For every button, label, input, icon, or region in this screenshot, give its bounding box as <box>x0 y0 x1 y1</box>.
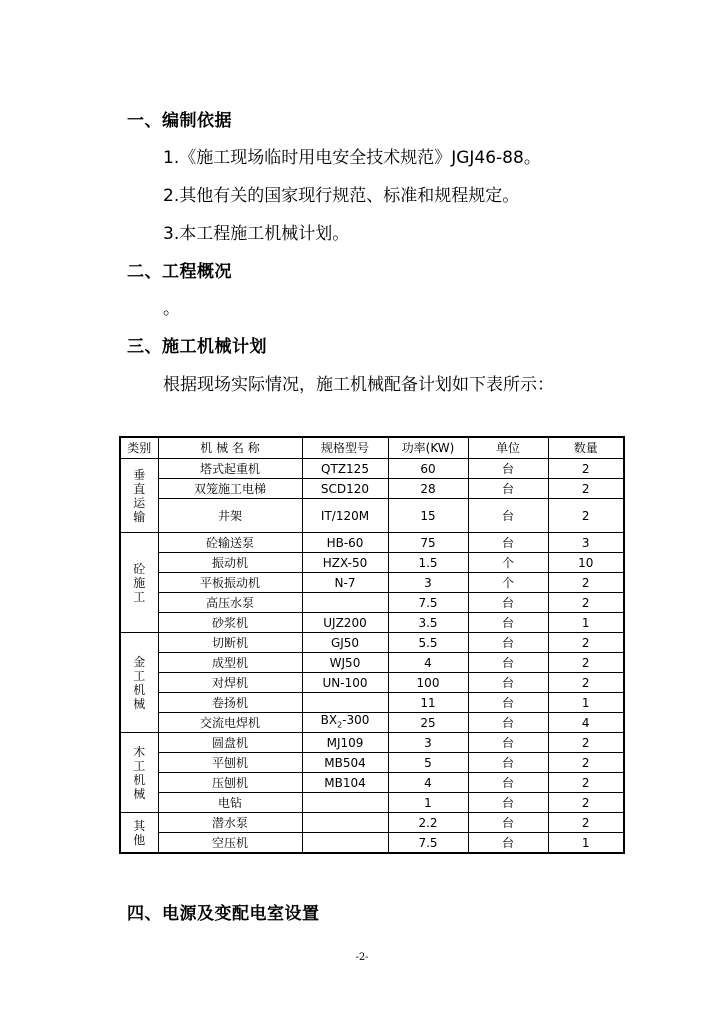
table-row <box>120 813 624 833</box>
machine-model: HZX-50 <box>302 553 388 573</box>
machine-model: WJ50 <box>302 653 388 673</box>
header-power: 功率(KW) <box>388 437 468 459</box>
table-row <box>120 593 624 613</box>
table-row <box>120 693 624 713</box>
machine-unit: 台 <box>468 673 548 693</box>
machine-qty: 2 <box>548 773 624 793</box>
category-woodwork: 木 工 机 械 <box>120 733 158 813</box>
machine-unit: 台 <box>468 713 548 733</box>
machine-name: 高压水泵 <box>158 593 302 613</box>
machine-name: 振动机 <box>158 553 302 573</box>
machine-power: 5 <box>388 753 468 773</box>
machine-model <box>302 593 388 613</box>
table-row <box>120 533 624 553</box>
table-row <box>120 633 624 653</box>
section3-heading: 三、施工机械计划 <box>127 337 267 357</box>
machine-power: 7.5 <box>388 833 468 854</box>
table-row <box>120 479 624 499</box>
machine-unit: 台 <box>468 459 548 479</box>
table-row <box>120 459 624 479</box>
machine-name: 交流电焊机 <box>158 713 302 733</box>
machine-power: 7.5 <box>388 593 468 613</box>
machine-name: 电钻 <box>158 793 302 813</box>
machine-model <box>302 833 388 854</box>
machine-unit: 台 <box>468 793 548 813</box>
category-metalwork: 金 工 机 械 <box>120 633 158 733</box>
machine-name: 塔式起重机 <box>158 459 302 479</box>
table-header-row <box>120 437 624 459</box>
category-vertical-transport: 垂 直 运 输 <box>120 459 158 533</box>
machine-unit: 台 <box>468 633 548 653</box>
machine-power: 100 <box>388 673 468 693</box>
machine-qty: 2 <box>548 499 624 533</box>
machine-model: MB104 <box>302 773 388 793</box>
machine-qty: 2 <box>548 733 624 753</box>
machine-qty: 2 <box>548 593 624 613</box>
machine-model: MB504 <box>302 753 388 773</box>
header-name: 机 械 名 称 <box>158 437 302 459</box>
machine-model: IT/120M <box>302 499 388 533</box>
machine-power: 3 <box>388 733 468 753</box>
category-other: 其 他 <box>120 813 158 854</box>
machine-name: 成型机 <box>158 653 302 673</box>
machine-name: 圆盘机 <box>158 733 302 753</box>
machine-unit: 台 <box>468 499 548 533</box>
machine-power: 1 <box>388 793 468 813</box>
machine-name: 井架 <box>158 499 302 533</box>
machine-name: 对焊机 <box>158 673 302 693</box>
machine-model: HB-60 <box>302 533 388 553</box>
table-row <box>120 793 624 813</box>
machine-name: 空压机 <box>158 833 302 854</box>
table-row <box>120 733 624 753</box>
machine-qty: 1 <box>548 833 624 854</box>
table-row <box>120 773 624 793</box>
machine-power: 25 <box>388 713 468 733</box>
machine-unit: 台 <box>468 773 548 793</box>
machine-model <box>302 813 388 833</box>
machine-qty: 1 <box>548 693 624 713</box>
table-row <box>120 553 624 573</box>
machine-power: 5.5 <box>388 633 468 653</box>
machine-model: UN-100 <box>302 673 388 693</box>
table-row <box>120 573 624 593</box>
machine-qty: 2 <box>548 673 624 693</box>
section1-heading: 一、编制依据 <box>127 111 232 131</box>
machine-power: 3.5 <box>388 613 468 633</box>
machine-unit: 台 <box>468 813 548 833</box>
header-unit: 单位 <box>468 437 548 459</box>
header-qty: 数量 <box>548 437 624 459</box>
machine-qty: 3 <box>548 533 624 553</box>
machine-qty: 10 <box>548 553 624 573</box>
page-number: -2- <box>355 952 369 963</box>
section4-heading: 四、电源及变配电室设置 <box>127 904 320 924</box>
reference-item-3: 3.本工程施工机械计划。 <box>163 224 350 244</box>
machine-unit: 台 <box>468 693 548 713</box>
machine-unit: 台 <box>468 593 548 613</box>
machine-power: 4 <box>388 773 468 793</box>
machine-name: 潜水泵 <box>158 813 302 833</box>
machine-model: N-7 <box>302 573 388 593</box>
machine-model: MJ109 <box>302 733 388 753</box>
machine-name: 平板振动机 <box>158 573 302 593</box>
machine-power: 4 <box>388 653 468 673</box>
machine-model: SCD120 <box>302 479 388 499</box>
machine-qty: 2 <box>548 813 624 833</box>
machine-name: 双笼施工电梯 <box>158 479 302 499</box>
machine-qty: 2 <box>548 793 624 813</box>
machine-unit: 台 <box>468 653 548 673</box>
machine-qty: 2 <box>548 633 624 653</box>
section2-heading: 二、工程概况 <box>127 262 232 282</box>
table-row <box>120 613 624 633</box>
machine-name: 卷扬机 <box>158 693 302 713</box>
header-category: 类别 <box>120 437 158 459</box>
section3-intro: 根据现场实际情况，施工机械配备计划如下表所示： <box>163 375 554 395</box>
reference-item-2: 2.其他有关的国家现行规范、标准和规程规定。 <box>163 186 520 206</box>
machine-unit: 台 <box>468 613 548 633</box>
machine-unit: 个 <box>468 573 548 593</box>
machine-unit: 台 <box>468 533 548 553</box>
machine-unit: 台 <box>468 833 548 854</box>
machine-power: 2.2 <box>388 813 468 833</box>
machine-power: 15 <box>388 499 468 533</box>
machinery-table <box>119 436 625 854</box>
machine-model <box>302 793 388 813</box>
machine-model: UJZ200 <box>302 613 388 633</box>
header-model: 规格型号 <box>302 437 388 459</box>
machine-qty: 2 <box>548 753 624 773</box>
machine-unit: 个 <box>468 553 548 573</box>
table-row <box>120 713 624 733</box>
machine-name: 砼输送泵 <box>158 533 302 553</box>
machine-unit: 台 <box>468 753 548 773</box>
machine-qty: 2 <box>548 459 624 479</box>
machine-name: 压刨机 <box>158 773 302 793</box>
machine-qty: 2 <box>548 573 624 593</box>
machine-qty: 4 <box>548 713 624 733</box>
machine-name: 平刨机 <box>158 753 302 773</box>
table-row <box>120 753 624 773</box>
machine-model <box>302 693 388 713</box>
machine-qty: 2 <box>548 479 624 499</box>
table-row <box>120 653 624 673</box>
machine-model: QTZ125 <box>302 459 388 479</box>
machine-unit: 台 <box>468 733 548 753</box>
table-row <box>120 673 624 693</box>
machine-unit: 台 <box>468 479 548 499</box>
machine-power: 11 <box>388 693 468 713</box>
section2-body: 。 <box>163 299 180 319</box>
table-row <box>120 833 624 854</box>
machine-power: 60 <box>388 459 468 479</box>
table-row <box>120 499 624 533</box>
machine-qty: 1 <box>548 613 624 633</box>
machine-power: 1.5 <box>388 553 468 573</box>
machine-power: 3 <box>388 573 468 593</box>
machine-power: 75 <box>388 533 468 553</box>
reference-item-1: 1.《施工现场临时用电安全技术规范》JGJ46-88。 <box>163 148 541 168</box>
machine-power: 28 <box>388 479 468 499</box>
category-concrete: 砼 施 工 <box>120 533 158 633</box>
machine-model: $BX_2-300$ <box>302 713 388 733</box>
machine-qty: 2 <box>548 653 624 673</box>
machine-name: 砂浆机 <box>158 613 302 633</box>
machine-name: 切断机 <box>158 633 302 653</box>
machine-model: GJ50 <box>302 633 388 653</box>
